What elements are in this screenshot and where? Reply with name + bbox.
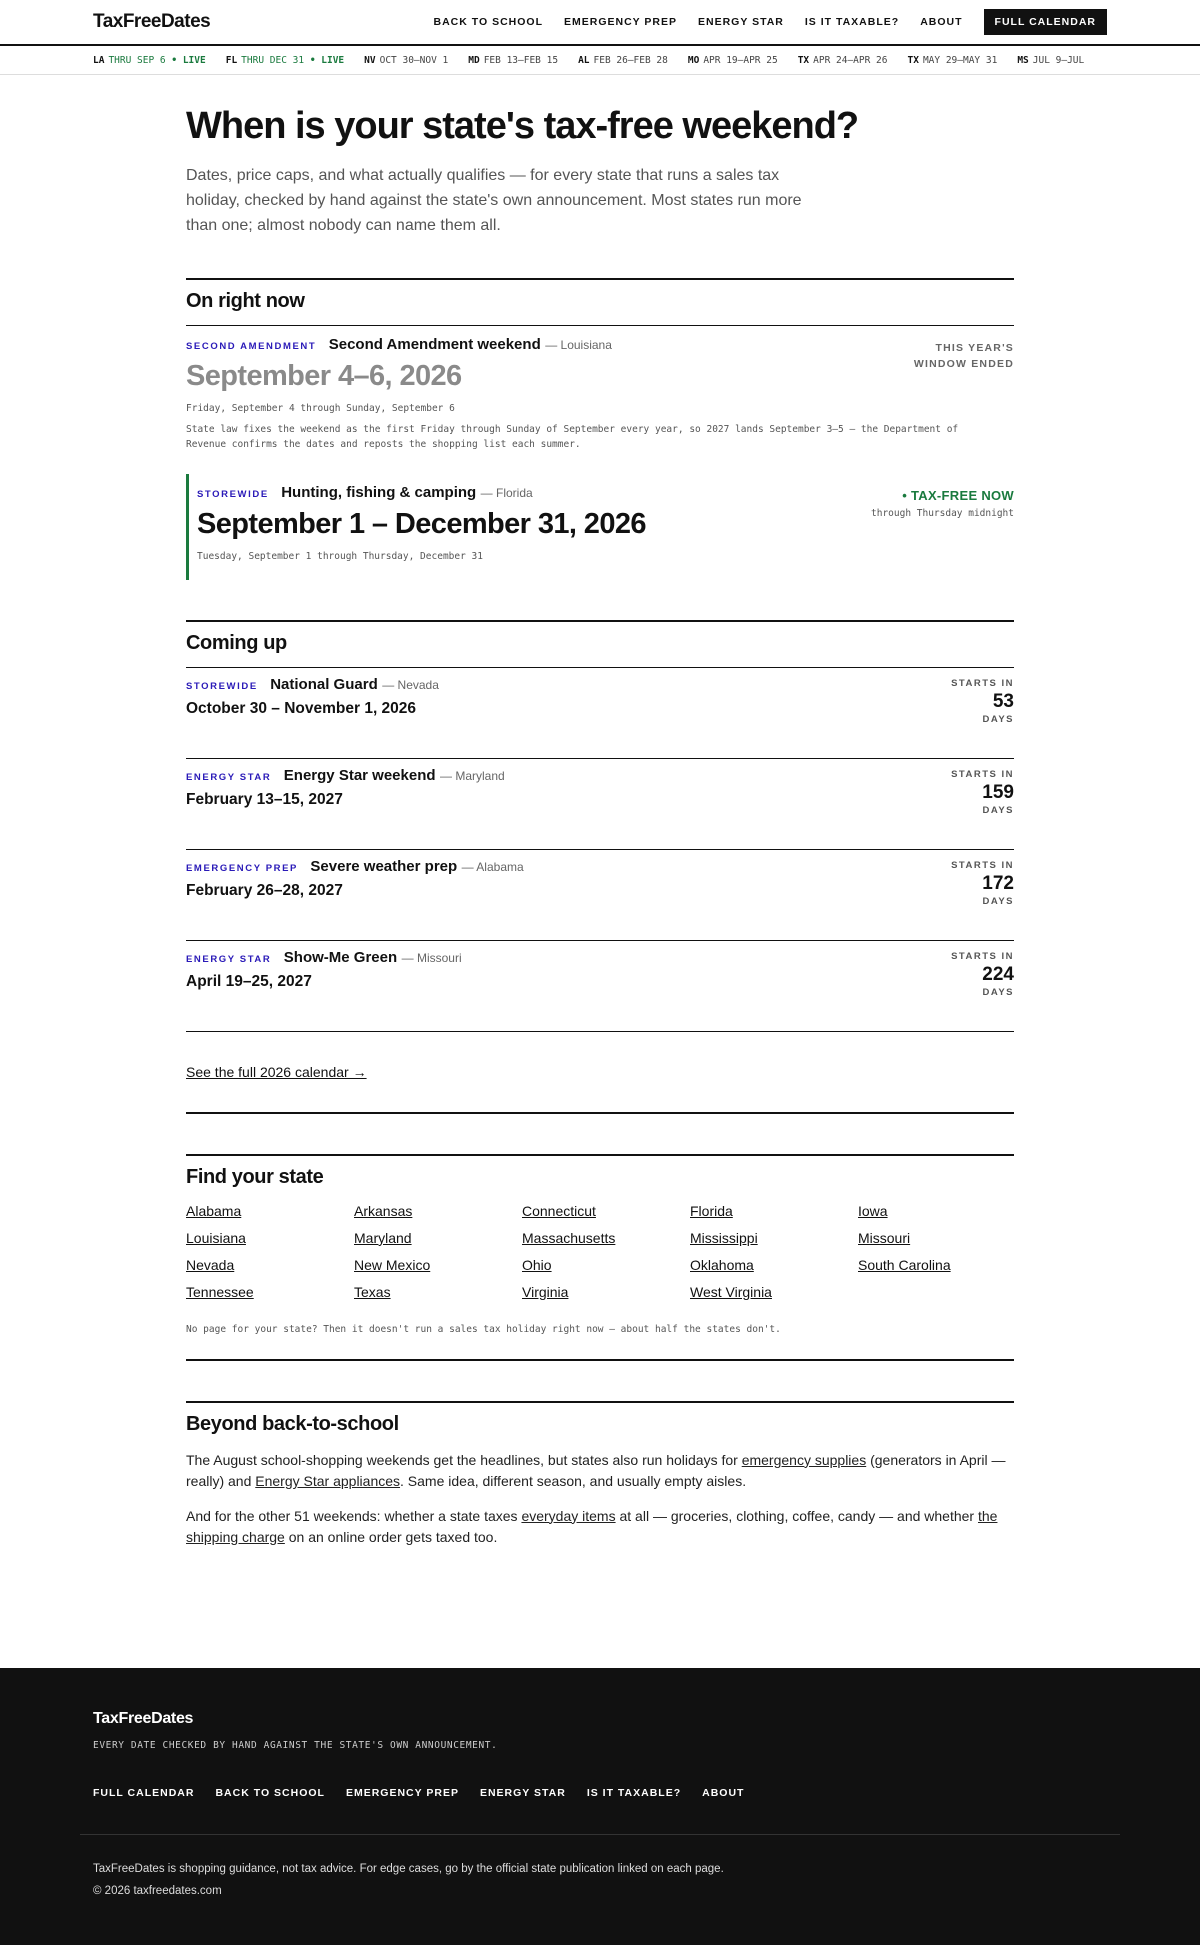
states-note: No page for your state? Then it doesn't run a sales tax holiday right now — about half the states don't.: [186, 1323, 781, 1335]
ticker-state: MD: [468, 54, 480, 66]
footer-nav: [93, 1787, 1107, 1799]
section-divider: [186, 1112, 1014, 1114]
ticker-state: MS: [1017, 54, 1029, 66]
upcoming-holiday[interactable]: [186, 941, 1014, 1032]
state-link[interactable]: Alabama: [186, 1202, 242, 1219]
holiday-full-date: Tuesday, September 1 through Thursday, December 31: [197, 550, 483, 562]
ticker-range: APR 19–APR 25: [703, 54, 778, 66]
page-subtitle: Dates, price caps, and what actually qualifies — for every state that runs a sales tax holiday, checked by hand against the state's own announcement. Most states run more than one; almost nobody can name them all.: [186, 166, 802, 234]
site-footer: [0, 1668, 1200, 1945]
ticker-range: FEB 26–FEB 28: [593, 54, 668, 66]
ticker-range: THRU DEC 31: [241, 54, 305, 66]
live-status-badge: • TAX-FREE NOW: [902, 487, 1014, 503]
countdown-days: 159: [982, 781, 1014, 803]
ticker-item[interactable]: [364, 55, 448, 66]
category-kicker: ENERGY STAR: [186, 953, 272, 965]
holiday-date: September 1 – December 31, 2026: [197, 507, 646, 540]
footer-logo[interactable]: TaxFreeDates: [93, 1709, 194, 1727]
holiday-state: — Louisiana: [545, 337, 612, 352]
holiday-date: April 19–25, 2027: [186, 972, 312, 990]
holiday-date: February 13–15, 2027: [186, 790, 343, 808]
ticker-state: MO: [687, 54, 700, 66]
state-link[interactable]: Ohio: [522, 1256, 552, 1273]
full-calendar-link[interactable]: See the full 2026 calendar →: [186, 1063, 367, 1080]
status-line: WINDOW ENDED: [913, 357, 1014, 370]
holiday-note: State law fixes the weekend as the first Friday through Sunday of September every year, so 2027 lands September 3–5 — the Department of Revenue confirms the dates and reposts the shopping list each summer.: [186, 423, 959, 450]
holiday-date: October 30 – November 1, 2026: [186, 699, 417, 717]
holiday-name: Energy Star weekend: [283, 766, 436, 784]
state-link[interactable]: Arkansas: [354, 1202, 413, 1219]
ticker-item[interactable]: [93, 55, 206, 66]
ticker-range: THRU SEP 6: [108, 54, 166, 66]
holiday-name: National Guard: [270, 675, 378, 693]
ticker-live-badge: • LIVE: [309, 54, 345, 66]
state-link[interactable]: Maryland: [354, 1229, 412, 1246]
holiday-state: — Maryland: [439, 768, 505, 783]
text: at all — groceries, clothing, coffee, candy — and whether: [615, 1507, 978, 1524]
ticker-item[interactable]: [468, 55, 558, 66]
ticker-range: MAY 29–MAY 31: [922, 54, 998, 66]
holiday-name: Second Amendment weekend: [328, 335, 541, 353]
footer-disclaimer: TaxFreeDates is shopping guidance, not tax advice. For edge cases, go by the official state publication linked on each page.: [93, 1862, 724, 1875]
ticker-range: FEB 13–FEB 15: [483, 54, 559, 66]
nav-back-to-school[interactable]: BACK TO SCHOOL: [433, 16, 543, 28]
section-title: Find your state: [186, 1165, 324, 1188]
countdown-label: STARTS IN: [951, 768, 1014, 780]
countdown: [951, 678, 1014, 725]
text: The August school-shopping weekends get the headlines, but states also run holidays for: [186, 1451, 742, 1468]
holiday-name: Show-Me Green: [283, 948, 398, 966]
site-header: [0, 0, 1200, 46]
holiday-name: Hunting, fishing & camping: [281, 483, 477, 501]
holiday-state: — Nevada: [382, 677, 439, 692]
footer-nav-emergency-prep[interactable]: EMERGENCY PREP: [345, 1786, 459, 1799]
countdown-unit: DAYS: [982, 713, 1014, 725]
ticker-item[interactable]: [226, 55, 344, 66]
countdown: [951, 860, 1014, 907]
on-right-now-section: [186, 278, 1014, 580]
beyond-paragraph: [186, 1506, 1014, 1548]
energy-star-appliances-link[interactable]: Energy Star appliances: [255, 1472, 401, 1489]
category-kicker: SECOND AMENDMENT: [186, 340, 317, 352]
nav-is-it-taxable[interactable]: IS IT TAXABLE?: [804, 16, 900, 28]
category-kicker: STOREWIDE: [197, 488, 269, 500]
countdown-unit: DAYS: [982, 895, 1014, 907]
shipping-charge-link[interactable]: the shipping charge: [186, 1507, 998, 1545]
ticker-state: FL: [225, 54, 238, 66]
upcoming-holiday[interactable]: [186, 759, 1014, 850]
full-calendar-button[interactable]: FULL CALENDAR: [984, 9, 1107, 35]
ticker-live-badge: • LIVE: [171, 54, 206, 66]
footer-nav-back-to-school[interactable]: BACK TO SCHOOL: [215, 1786, 325, 1799]
state-link[interactable]: Louisiana: [186, 1229, 246, 1246]
footer-nav-is-it-taxable[interactable]: IS IT TAXABLE?: [586, 1786, 682, 1799]
state-link[interactable]: Tennessee: [186, 1283, 254, 1300]
window-ended-status: [914, 340, 1014, 372]
holiday-date: September 4–6, 2026: [186, 359, 462, 392]
state-link[interactable]: Texas: [354, 1283, 391, 1300]
state-link[interactable]: New Mexico: [354, 1256, 431, 1273]
section-title: Coming up: [186, 632, 1014, 668]
upcoming-holiday[interactable]: [186, 850, 1014, 941]
state-link[interactable]: Florida: [690, 1202, 733, 1219]
footer-nav-about[interactable]: ABOUT: [702, 1786, 745, 1799]
nav-emergency-prep[interactable]: EMERGENCY PREP: [564, 16, 677, 28]
countdown: [951, 951, 1014, 998]
text: (generators in April — really) and: [186, 1451, 1006, 1489]
holiday-card-ended[interactable]: [186, 326, 1014, 472]
upcoming-holiday[interactable]: [186, 668, 1014, 759]
countdown-days: 224: [982, 963, 1014, 985]
ticker-item[interactable]: [798, 55, 888, 66]
countdown-unit: DAYS: [982, 804, 1014, 816]
main-nav: [413, 9, 1107, 35]
holiday-state: — Alabama: [461, 859, 524, 874]
footer-copyright: © 2026 taxfreedates.com: [93, 1884, 222, 1897]
section-divider: [186, 1359, 1014, 1361]
countdown-days: 53: [992, 690, 1014, 712]
ticker-range: OCT 30–NOV 1: [379, 54, 449, 66]
state-link[interactable]: Massachusetts: [522, 1229, 616, 1246]
footer-tagline: EVERY DATE CHECKED BY HAND AGAINST THE STATE'S OWN ANNOUNCEMENT.: [93, 1739, 498, 1751]
main-content: [186, 75, 1014, 1548]
ticker-item[interactable]: [578, 55, 668, 66]
state-links-grid: [186, 1203, 1014, 1300]
section-title: On right now: [186, 290, 1014, 326]
ticker-state: TX: [797, 54, 810, 66]
beyond-back-to-school-section: [186, 1401, 1014, 1548]
everyday-items-link[interactable]: everyday items: [521, 1507, 616, 1524]
nav-energy-star[interactable]: ENERGY STAR: [698, 16, 784, 28]
countdown-label: STARTS IN: [951, 950, 1014, 962]
ticker-state: NV: [364, 54, 376, 66]
coming-up-section: [186, 620, 1014, 1114]
holiday-state: — Florida: [480, 485, 533, 500]
state-link[interactable]: Iowa: [858, 1202, 888, 1219]
category-kicker: STOREWIDE: [186, 680, 258, 692]
ticker-range: JUL 9–JUL: [1032, 54, 1085, 66]
beyond-paragraph: [186, 1450, 1014, 1492]
text: And for the other 51 weekends: whether a state taxes: [186, 1507, 522, 1524]
footer-divider: [80, 1834, 1120, 1835]
nav-about[interactable]: ABOUT: [920, 16, 963, 28]
category-kicker: ENERGY STAR: [186, 771, 272, 783]
footer-nav-energy-star[interactable]: ENERGY STAR: [479, 1786, 566, 1799]
state-link[interactable]: Missouri: [858, 1229, 911, 1246]
holiday-ticker: [0, 46, 1200, 75]
holiday-full-date: Friday, September 4 through Sunday, September 6: [186, 402, 455, 414]
footer-legal: [93, 1858, 724, 1902]
emergency-supplies-link[interactable]: emergency supplies: [741, 1451, 867, 1468]
ticker-item[interactable]: [1017, 55, 1084, 66]
status-line: THIS YEAR'S: [935, 341, 1014, 354]
site-logo[interactable]: TaxFreeDates: [93, 11, 211, 32]
state-link[interactable]: Mississippi: [690, 1229, 758, 1246]
state-link[interactable]: Connecticut: [522, 1202, 596, 1219]
holiday-card-live[interactable]: [186, 474, 1014, 580]
countdown-unit: DAYS: [982, 986, 1014, 998]
ticker-item[interactable]: [688, 55, 778, 66]
state-link[interactable]: Virginia: [522, 1283, 569, 1300]
text: on an online order gets taxed too.: [284, 1528, 498, 1545]
holiday-date: February 26–28, 2027: [186, 881, 343, 899]
countdown: [951, 769, 1014, 816]
ticker-state: AL: [578, 54, 590, 66]
category-kicker: EMERGENCY PREP: [186, 862, 298, 874]
tax-free-now-status: [871, 488, 1014, 519]
footer-nav-full-calendar[interactable]: FULL CALENDAR: [93, 1786, 195, 1799]
page-title: When is your state's tax-free weekend?: [186, 105, 859, 147]
find-your-state-section: [186, 1154, 1014, 1361]
countdown-label: STARTS IN: [951, 859, 1014, 871]
state-link[interactable]: West Virginia: [690, 1283, 772, 1300]
state-link[interactable]: South Carolina: [858, 1256, 951, 1273]
ticker-state: TX: [907, 54, 919, 66]
ticker-item[interactable]: [908, 55, 998, 66]
holiday-state: — Missouri: [401, 950, 462, 965]
ticker-range: APR 24–APR 26: [813, 54, 888, 66]
live-status-sub: through Thursday midnight: [871, 507, 1014, 519]
section-title: Beyond back-to-school: [186, 1412, 399, 1435]
ticker-state: LA: [93, 54, 105, 66]
holiday-name: Severe weather prep: [310, 857, 458, 875]
countdown-days: 172: [982, 872, 1014, 894]
countdown-label: STARTS IN: [951, 677, 1014, 689]
state-link[interactable]: Nevada: [186, 1256, 235, 1273]
state-link[interactable]: Oklahoma: [690, 1256, 754, 1273]
text: . Same idea, different season, and usually empty aisles.: [400, 1472, 747, 1489]
